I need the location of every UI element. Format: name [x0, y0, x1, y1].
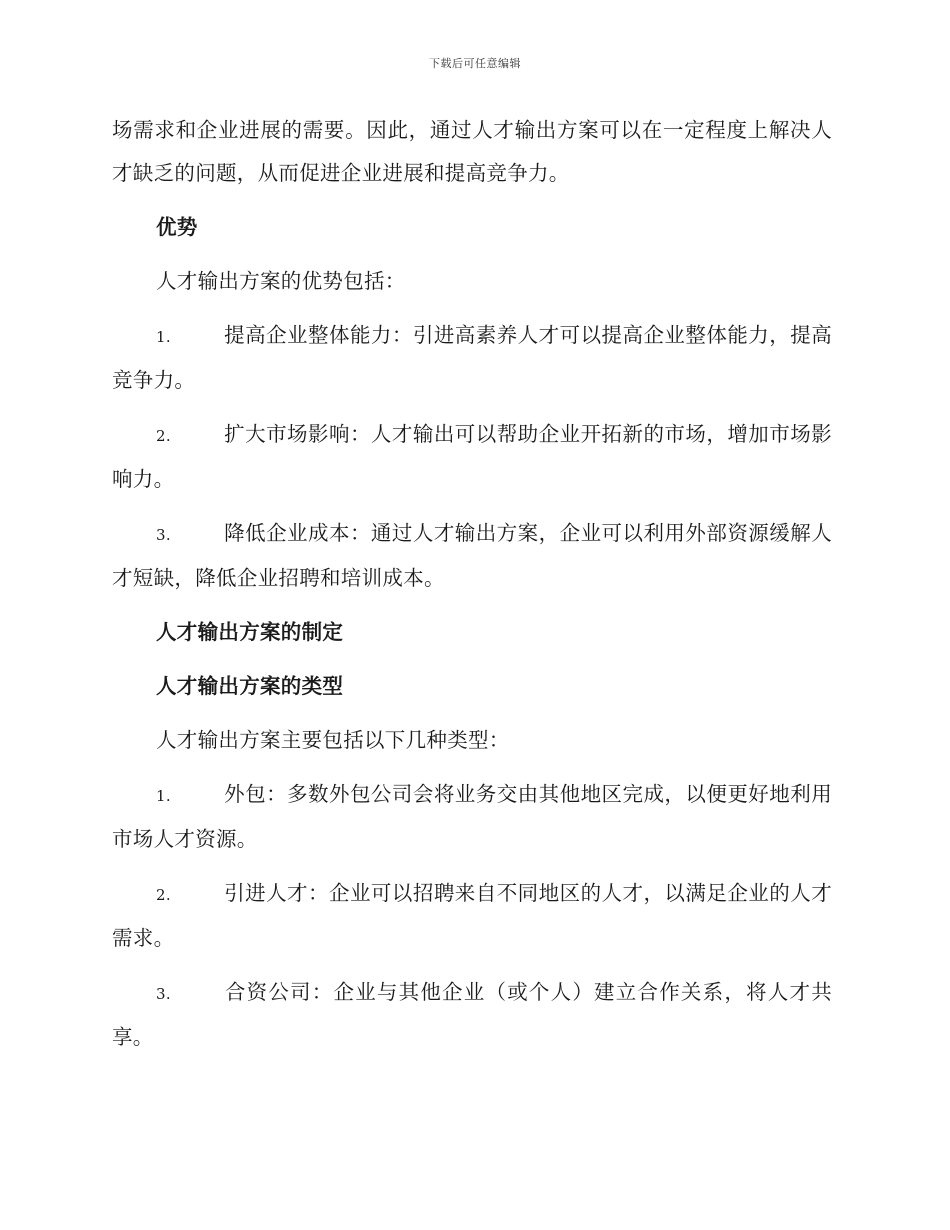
list-number: 3.: [156, 985, 171, 1003]
list-item: [112, 512, 832, 600]
advantages-heading: 优势: [156, 215, 198, 239]
list-number: 1.: [156, 787, 171, 805]
list-number: 3.: [156, 526, 171, 544]
list-item: [112, 314, 832, 402]
list-text: 引进人才：企业可以招聘来自不同地区的人才，以满足企业的人才需求。: [112, 881, 832, 950]
document-body: [112, 109, 832, 1070]
types-lead: 人才输出方案主要包括以下几种类型：: [156, 728, 510, 752]
types-heading: 人才输出方案的类型: [156, 674, 344, 698]
list-item: [112, 872, 832, 960]
list-item: [112, 413, 832, 501]
list-number: 1.: [156, 328, 171, 346]
list-number: 2.: [156, 886, 171, 904]
list-text: 提高企业整体能力：引进高素养人才可以提高企业整体能力，提高竞争力。: [112, 323, 832, 392]
advantages-lead: 人才输出方案的优势包括：: [156, 269, 406, 293]
formulation-heading: 人才输出方案的制定: [156, 620, 344, 644]
list-text: 扩大市场影响：人才输出可以帮助企业开拓新的市场，增加市场影响力。: [112, 422, 832, 491]
list-text: 外包：多数外包公司会将业务交由其他地区完成，以便更好地利用市场人才资源。: [112, 782, 832, 851]
list-item: [112, 773, 832, 861]
page-header: 下载后可任意编辑: [429, 57, 521, 70]
list-number: 2.: [156, 427, 171, 445]
intro-paragraph: 场需求和企业进展的需要。因此，通过人才输出方案可以在一定程度上解决人才缺乏的问题，从而促进企业进展和提高竞争力。: [112, 118, 832, 185]
list-text: 合资公司：企业与其他企业（或个人）建立合作关系，将人才共享。: [112, 980, 832, 1049]
list-item: [112, 971, 832, 1059]
list-text: 降低企业成本：通过人才输出方案，企业可以利用外部资源缓解人才短缺，降低企业招聘和培训成本。: [112, 521, 832, 590]
